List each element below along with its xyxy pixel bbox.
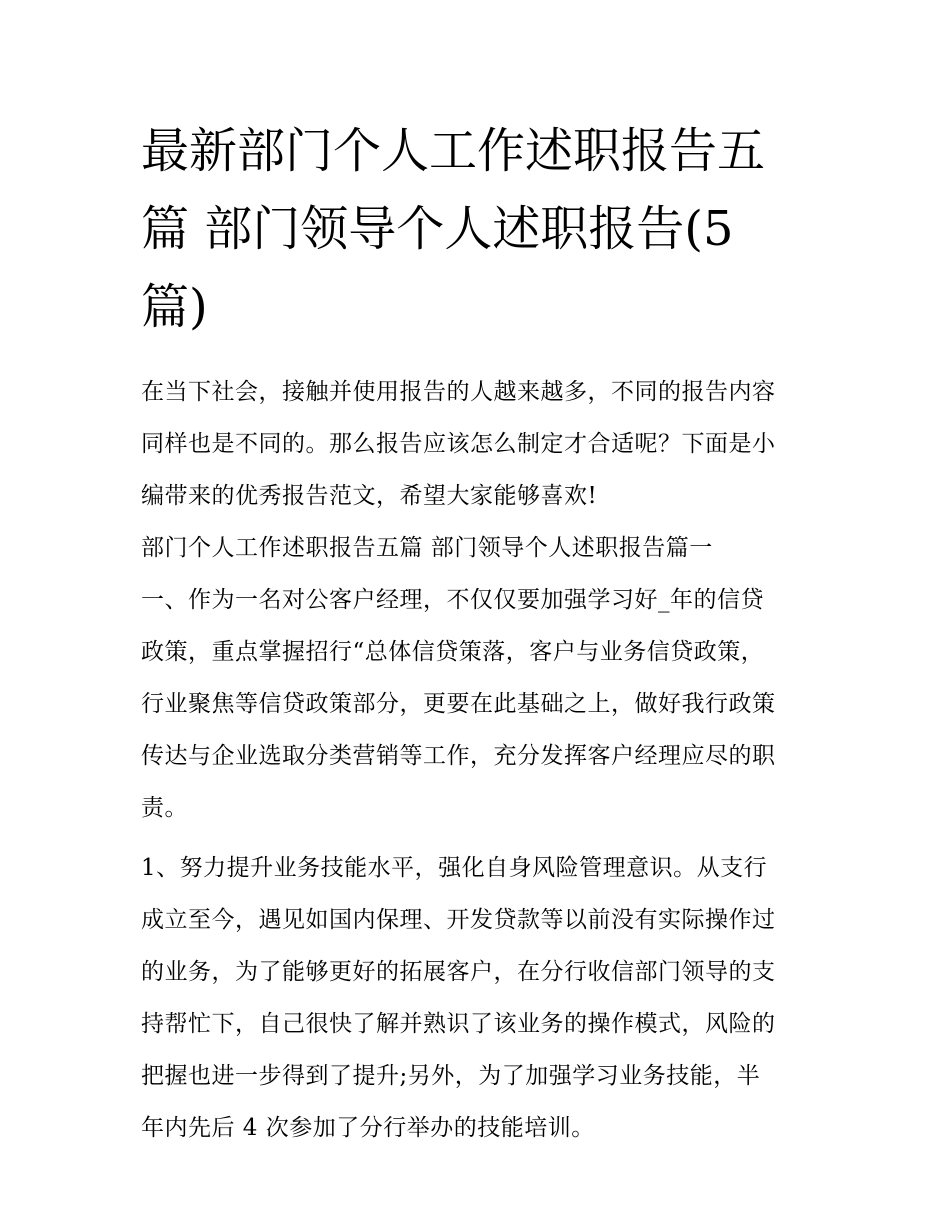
text-line: 行业聚焦等信贷政策部分，更要在此基础之上，做好我行政策	[141, 691, 776, 717]
point-one-paragraph	[141, 574, 813, 834]
document-page	[141, 112, 813, 1154]
text-line: 责。	[141, 795, 188, 821]
text-line: 同样也是不同的。那么报告应该怎么制定才合适呢？下面是小	[141, 431, 776, 457]
title-line: 篇 部门领导个人述职报告(5	[141, 201, 734, 257]
text-line: 政策，重点掌握招行“总体信贷策落，客户与业务信贷政策，	[141, 639, 765, 665]
item-one-paragraph	[141, 842, 813, 1154]
text-line: 编带来的优秀报告范文，希望大家能够喜欢!	[141, 483, 598, 509]
text-line: 把握也进一步得到了提升;另外，为了加强学习业务技能，半	[141, 1063, 761, 1089]
text-line: 成立至今，遇见如国内保理、开发贷款等以前没有实际操作过	[141, 907, 776, 933]
document-title	[141, 112, 813, 346]
title-line: 最新部门个人工作述职报告五	[141, 123, 766, 179]
text-line: 持帮忙下，自己很快了解并熟识了该业务的操作模式，风险的	[141, 1011, 776, 1037]
text-line: 传达与企业选取分类营销等工作，充分发挥客户经理应尽的职	[141, 743, 776, 769]
text-line: 在当下社会，接触并使用报告的人越来越多，不同的报告内容	[141, 379, 776, 405]
text-line: 1、努力提升业务技能水平，强化自身风险管理意识。从支行	[141, 855, 768, 881]
text-line: 年内先后 4 次参加了分行举办的技能培训。	[141, 1115, 595, 1141]
text-line: 的业务，为了能够更好的拓展客户，在分行收信部门领导的支	[141, 959, 776, 985]
text-line: 一、作为一名对公客户经理，不仅仅要加强学习好_年的信贷	[141, 587, 764, 613]
title-line: 篇)	[141, 279, 208, 335]
intro-paragraph	[141, 366, 813, 522]
section-heading: 部门个人工作述职报告五篇 部门领导个人述职报告篇一	[141, 535, 713, 561]
